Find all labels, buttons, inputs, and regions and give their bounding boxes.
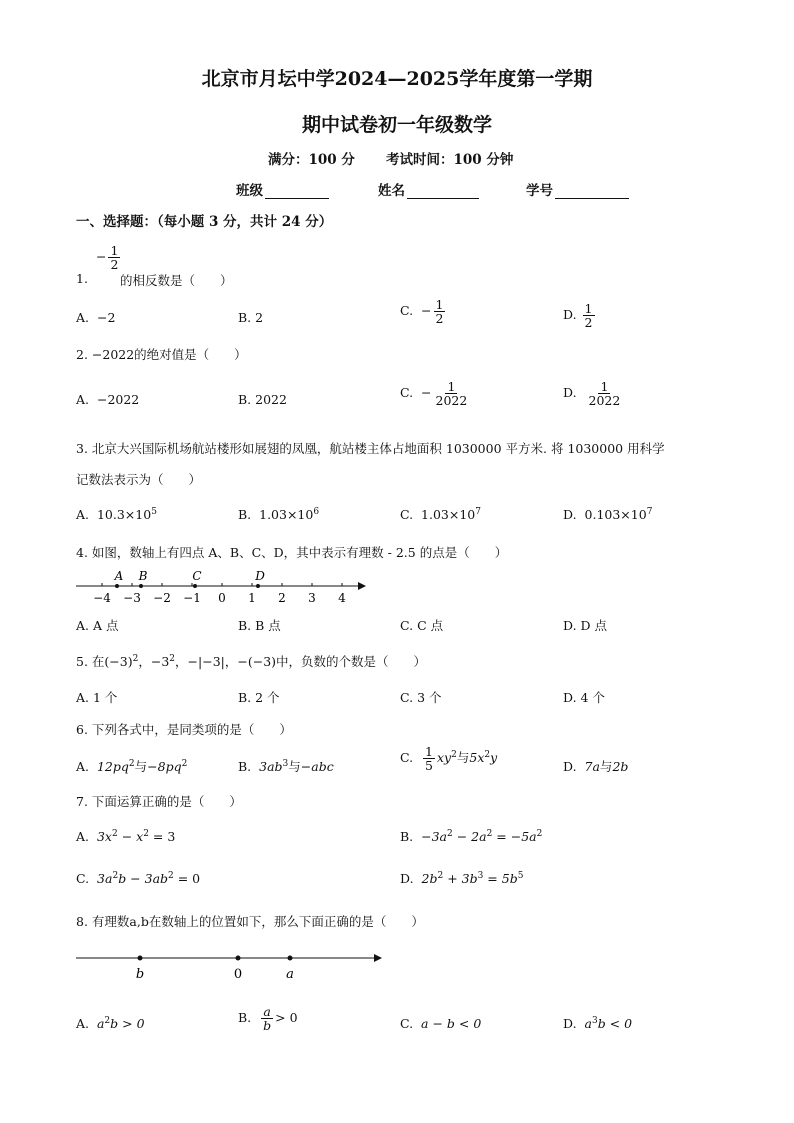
point-c xyxy=(193,584,197,588)
tick-label: −4 xyxy=(93,591,111,605)
q8-point xyxy=(138,956,143,961)
q8-option-d[interactable]: D. $a^3b < 0$ xyxy=(563,1016,633,1032)
q5-option-d[interactable]: D. 4 个 xyxy=(563,690,605,705)
id-blank[interactable] xyxy=(555,184,629,199)
q4-number-line xyxy=(74,564,370,608)
q5-option-a[interactable]: A. 1 个 xyxy=(76,690,118,705)
name-field[interactable] xyxy=(378,179,479,199)
page-subtitle: 期中试卷初一年级数学 xyxy=(301,114,492,136)
q3-stem-line1: 3. 北京大兴国际机场航站楼形如展翅的凤凰，航站楼主体占地面积 1030000 平方米. 将 1030000 用科学 xyxy=(76,441,665,456)
q5-stem: 5. 在$(-3)^2$，$-3^2$，−|−3|，−(−3)中，负数的个数是（ ） xyxy=(76,653,427,669)
q2-option-a[interactable]: A. −2022 xyxy=(76,392,140,407)
q2-option-d[interactable]: D. $\frac{1}{2022}$ xyxy=(563,379,621,409)
tick-label: −2 xyxy=(153,591,171,605)
section-heading: 一、选择题：（每小题 3 分，共计 24 分） xyxy=(76,214,333,230)
q8-option-b[interactable]: B. $\frac{a}{b}$ > 0 xyxy=(238,1004,298,1034)
q4-option-c[interactable]: C. C 点 xyxy=(400,618,444,633)
tick-label: 3 xyxy=(308,591,316,605)
q7-option-c[interactable]: C. $3a^2b - 3ab^2 = 0$ xyxy=(76,871,201,887)
q8-stem: 8. 有理数a,b在数轴上的位置如下，那么下面正确的是（ ） xyxy=(76,914,424,929)
q8-point-label: a xyxy=(286,967,294,982)
q3-option-a[interactable]: A. $10.3\times 10^5$ xyxy=(76,507,157,523)
q1-option-a[interactable]: A. −2 xyxy=(76,310,116,325)
q1-option-c[interactable]: C. − $\frac{1}{2}$ xyxy=(400,297,444,327)
point-b xyxy=(139,584,143,588)
q4-option-a[interactable]: A. A 点 xyxy=(76,618,119,633)
exam-time: 考试时间：100 分钟 xyxy=(386,152,514,168)
q6-option-a[interactable]: A. $12pq^2$与$-8pq^2$ xyxy=(76,758,188,774)
name-blank[interactable] xyxy=(407,184,479,199)
full-score: 满分：100 分 xyxy=(268,152,355,168)
name-label: 姓名 xyxy=(378,183,405,199)
q2-option-b[interactable]: B. 2022 xyxy=(238,392,287,407)
q8-point xyxy=(288,956,293,961)
q8-option-a[interactable]: A. $a^2b > 0$ xyxy=(76,1016,145,1032)
q5-option-c[interactable]: C. 3 个 xyxy=(400,690,442,705)
point-label-b: B xyxy=(138,569,148,583)
q6-stem: 6. 下列各式中，是同类项的是（ ） xyxy=(76,722,292,737)
class-label: 班级 xyxy=(236,183,263,199)
id-label: 学号 xyxy=(526,183,553,199)
q8-point-label: 0 xyxy=(233,967,243,982)
q1-option-b[interactable]: B. 2 xyxy=(238,310,264,325)
q3-option-b[interactable]: B. $1.03\times 10^6$ xyxy=(238,507,320,523)
q3-option-d[interactable]: D. $0.103\times 10^7$ xyxy=(563,507,653,523)
q5-option-b[interactable]: B. 2 个 xyxy=(238,690,280,705)
q4-option-d[interactable]: D. D 点 xyxy=(563,618,608,633)
tick-label: 0 xyxy=(218,591,226,605)
q8-option-c[interactable]: C. a − b < 0 xyxy=(400,1016,482,1031)
q8-point xyxy=(236,956,241,961)
q1-number: 1. xyxy=(76,271,88,286)
q6-option-b[interactable]: B. $3ab^3$与−abc xyxy=(238,758,334,774)
page-title: 北京市月坛中学2024—2025学年度第一学期 xyxy=(201,68,593,90)
q8-point-label: b xyxy=(135,967,145,982)
q6-option-d[interactable]: D. 7a与2b xyxy=(563,759,629,774)
point-label-c: C xyxy=(192,569,202,583)
q1-option-d[interactable]: D. $\frac{1}{2}$ xyxy=(563,301,593,331)
id-field[interactable] xyxy=(526,179,629,199)
q3-stem-line2: 记数法表示为（ ） xyxy=(76,472,202,487)
q4-stem: 4. 如图，数轴上有四点 A、B、C、D，其中表示有理数 - 2.5 的点是（ ） xyxy=(76,545,508,560)
point-label-a: A xyxy=(114,569,124,583)
q4-option-b[interactable]: B. B 点 xyxy=(238,618,281,633)
q8-number-line xyxy=(74,946,386,986)
q1-fraction: − $\frac{1}{2}$ xyxy=(96,243,119,273)
point-d xyxy=(256,584,260,588)
point-label-d: D xyxy=(255,569,265,583)
class-blank[interactable] xyxy=(265,184,329,199)
class-field[interactable] xyxy=(236,179,329,199)
tick-label: 2 xyxy=(278,591,286,605)
q7-option-d[interactable]: D. $2b^2 + 3b^3 = 5b^5$ xyxy=(400,871,524,887)
q7-stem: 7. 下面运算正确的是（ ） xyxy=(76,794,242,809)
point-a xyxy=(115,584,119,588)
axis-arrow xyxy=(358,582,366,590)
axis-arrow xyxy=(374,954,382,962)
q6-option-c[interactable]: C. $\frac{1}{5}$ $xy^2$与$5x^2y$ xyxy=(400,744,498,774)
tick-label: 4 xyxy=(338,591,346,605)
q7-option-b[interactable]: B. $-3a^2 - 2a^2 = -5a^2$ xyxy=(400,829,543,845)
q1-stem: 的相反数是（ ） xyxy=(120,273,233,288)
q2-stem: 2. −2022的绝对值是（ ） xyxy=(76,347,247,362)
q3-option-c[interactable]: C. $1.03\times 10^7$ xyxy=(400,507,481,523)
q2-option-c[interactable]: C. − $\frac{1}{2022}$ xyxy=(400,379,468,409)
tick-label: −3 xyxy=(123,591,141,605)
tick-label: 1 xyxy=(248,591,256,605)
tick-label: −1 xyxy=(183,591,201,605)
q7-option-a[interactable]: A. $3x^2 - x^2 = 3$ xyxy=(76,829,176,845)
